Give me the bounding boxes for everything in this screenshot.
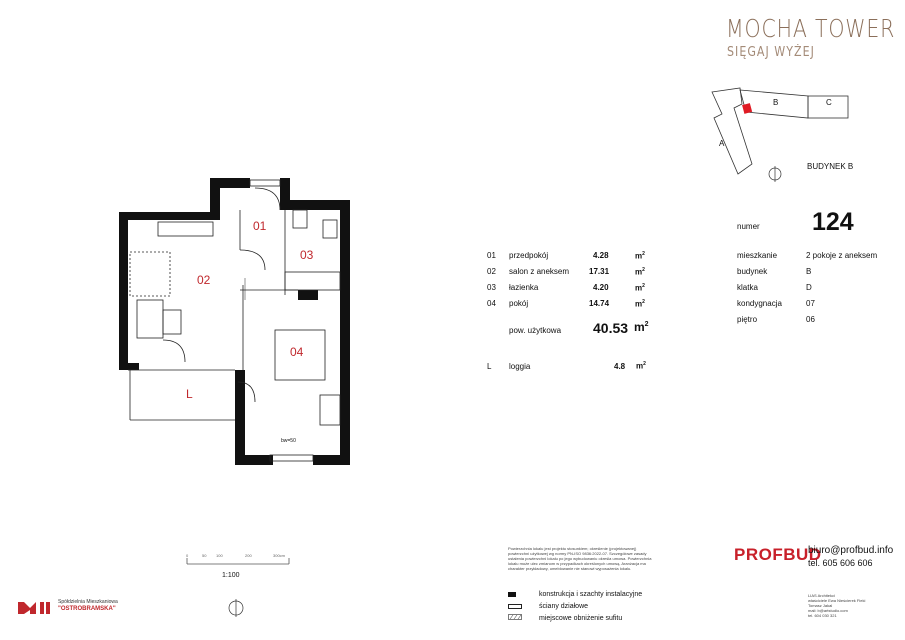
legend-solid-swatch bbox=[508, 592, 516, 597]
room-name: łazienka bbox=[509, 283, 539, 292]
keyplan-label-c: C bbox=[826, 98, 832, 107]
usable-area-label: pow. użytkowa bbox=[509, 326, 562, 335]
detail-row bbox=[737, 251, 878, 260]
cooperative-logo-icon bbox=[18, 598, 56, 614]
room-area: 14.74 bbox=[589, 299, 610, 308]
detail-row bbox=[737, 283, 812, 292]
architect-line: Tomasz Jakal bbox=[808, 603, 833, 608]
architect-line: mail: b@artstudio.com bbox=[808, 608, 848, 613]
scale-tick-100: 100 bbox=[216, 553, 223, 558]
room-name: przedpokój bbox=[509, 251, 549, 260]
architect-line: tel. 604 030 321 bbox=[808, 613, 837, 618]
legend-outline-swatch bbox=[508, 604, 522, 609]
plan-window-note: bw=50 bbox=[281, 438, 296, 444]
detail-label: budynek bbox=[737, 267, 768, 276]
room-name: salon z aneksem bbox=[509, 267, 570, 276]
cooperative-line1: Spółdzielnia Mieszkaniowa bbox=[58, 599, 118, 605]
scale-tick-50: 50 bbox=[202, 553, 207, 558]
keyplan-label-a: A bbox=[719, 139, 725, 148]
north-arrow-icon bbox=[226, 598, 246, 618]
room-code: 04 bbox=[487, 299, 496, 308]
detail-value: 07 bbox=[806, 299, 815, 308]
legend-label: ściany działowe bbox=[539, 603, 589, 610]
room-row bbox=[487, 299, 645, 309]
detail-row bbox=[737, 315, 815, 324]
detail-value: 2 pokoje z aneksem bbox=[806, 251, 878, 260]
floor-plan bbox=[115, 170, 360, 470]
legend-label: konstrukcja i szachty instalacyjne bbox=[539, 591, 643, 598]
loggia-code: L bbox=[487, 362, 492, 371]
apartment-number: 124 bbox=[812, 208, 854, 236]
usable-area-unit: $m^2$ bbox=[634, 320, 649, 334]
detail-label: mieszkanie bbox=[737, 251, 778, 260]
keyplan-building-label: BUDYNEK B bbox=[807, 162, 854, 171]
usable-area-value: 40.53 bbox=[593, 320, 629, 336]
detail-value: D bbox=[806, 283, 812, 292]
plan-room-04-label: 04 bbox=[290, 345, 304, 359]
partitions bbox=[128, 180, 340, 461]
room-area: 4.20 bbox=[593, 283, 609, 292]
detail-row bbox=[737, 267, 812, 276]
scale-tick-0: 0 bbox=[186, 553, 189, 558]
room-unit: $m^2$ bbox=[635, 299, 645, 309]
structural-walls bbox=[119, 178, 350, 465]
detail-label: piętro bbox=[737, 315, 758, 324]
plan-room-02-label: 02 bbox=[197, 273, 211, 287]
room-name: pokój bbox=[509, 299, 529, 308]
plan-room-01-label: 01 bbox=[253, 219, 267, 233]
detail-row bbox=[737, 299, 815, 308]
profbud-logo: PROFBUD bbox=[734, 545, 822, 564]
legend-label: miejscowe obniżenie sufitu bbox=[539, 615, 623, 622]
detail-value: 06 bbox=[806, 315, 815, 324]
brand-subtitle: SIĘGAJ WYŻEJ bbox=[727, 45, 815, 60]
brand-title: MOCHA TOWER bbox=[726, 14, 896, 43]
plan-room-03-label: 03 bbox=[300, 248, 314, 262]
room-code: 01 bbox=[487, 251, 496, 260]
detail-label: kondygnacja bbox=[737, 299, 782, 308]
room-code: 03 bbox=[487, 283, 496, 292]
room-row bbox=[487, 267, 645, 277]
architect-line: LIAS Architekci bbox=[808, 593, 835, 598]
detail-value: B bbox=[806, 267, 812, 276]
loggia-area: 4.8 bbox=[614, 362, 626, 371]
room-code: 02 bbox=[487, 267, 496, 276]
keyplan bbox=[700, 82, 860, 187]
developer-phone: tel. 605 606 606 bbox=[808, 558, 873, 568]
keyplan-wing-a bbox=[712, 88, 752, 174]
architect-info bbox=[808, 593, 893, 618]
loggia-name: loggia bbox=[509, 362, 531, 371]
room-area: 4.28 bbox=[593, 251, 609, 260]
scale-label: 1:100 bbox=[222, 572, 240, 579]
scale-tick-300: 300cm bbox=[273, 553, 286, 558]
room-unit: $m^2$ bbox=[635, 251, 645, 261]
number-label: numer bbox=[737, 222, 760, 231]
cooperative-line2: "OSTROBRAMSKA" bbox=[58, 606, 116, 612]
plan-loggia-label: L bbox=[186, 387, 193, 401]
developer-email[interactable]: biuro@profbud.info bbox=[808, 545, 894, 556]
room-row bbox=[487, 251, 645, 261]
keyplan-label-b: B bbox=[773, 98, 779, 107]
loggia-unit: $m^2$ bbox=[636, 361, 646, 371]
legend-hatched-swatch bbox=[508, 614, 522, 620]
detail-label: klatka bbox=[737, 283, 758, 292]
scale-tick-200: 200 bbox=[245, 553, 252, 558]
room-unit: $m^2$ bbox=[635, 267, 645, 277]
room-area: 17.31 bbox=[589, 267, 610, 276]
room-row bbox=[487, 283, 645, 293]
architect-line: właściciele Ewa Nieścierek Fieki bbox=[808, 598, 866, 603]
disclaimer-text: Powierzchnia lokalu jest projektu stosunkiem; określenie (projektowanej) powierzchni użytkowej wg normy PN-ISO 9836:2022-07. Szczegółowe zasady ustalenia powierzchni lokalu po jego wybudowaniu określa umowa. Powierzchnia lokalu może ulec zmianom w przypadkach określonych umową. Aranżacja ma charakter przykładowy, umeblowanie nie stanowi wyposażenia lokalu. bbox=[508, 546, 652, 571]
room-unit: $m^2$ bbox=[635, 283, 645, 293]
